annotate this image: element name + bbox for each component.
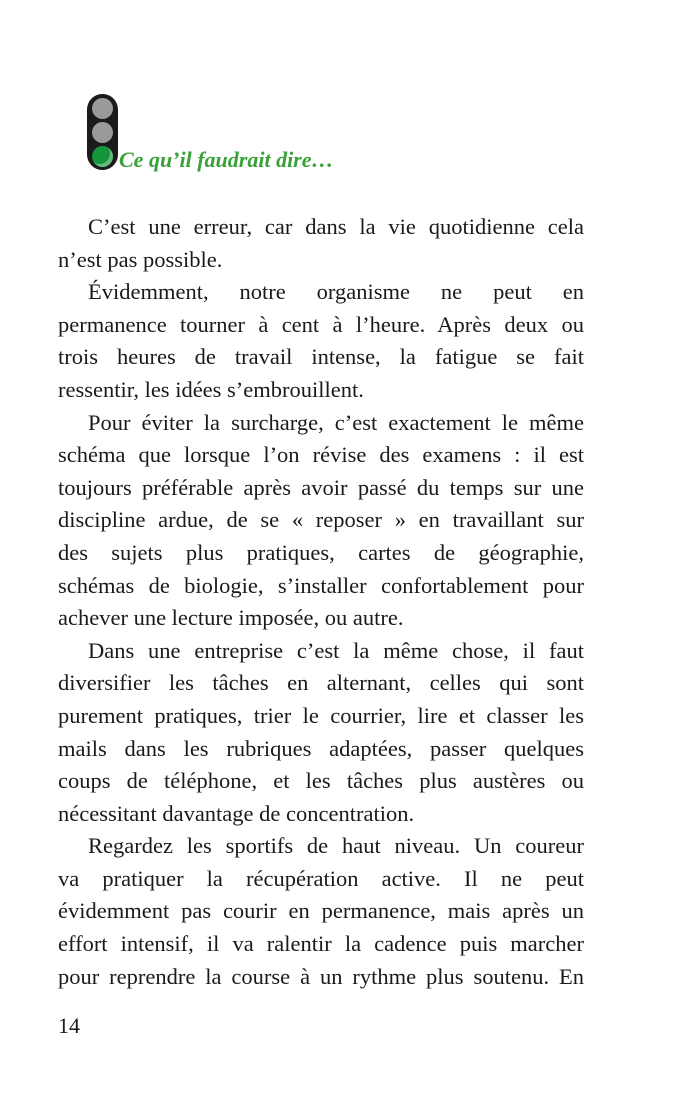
traffic-light-icon	[87, 94, 118, 170]
section-heading: Ce qu’il faudrait dire…	[119, 147, 334, 172]
gray-light-icon	[92, 98, 113, 119]
text-line: mails dans les rubriques adaptées, passer quelques	[58, 735, 584, 761]
green-light-icon	[92, 146, 113, 167]
paragraph	[58, 407, 584, 635]
text-line: Dans une entreprise c’est la même chose, il faut	[88, 637, 584, 663]
text-line: toujours préférable après avoir passé du temps sur une	[58, 474, 584, 500]
text-line: C’est une erreur, car dans la vie quotidienne cela	[88, 214, 584, 239]
text-line: nécessitant davantage de concentration.	[58, 800, 415, 826]
text-line: discipline ardue, de se « reposer » en travaillant sur	[58, 507, 584, 533]
page-number: 14	[58, 1013, 80, 1038]
text-line: diversifier les tâches en alternant, celles qui sont	[58, 670, 584, 696]
text-line: Pour éviter la surcharge, c’est exactement le même	[88, 409, 584, 435]
text-line: des sujets plus pratiques, cartes de géographie,	[58, 539, 584, 565]
text-line: pour reprendre la course à un rythme plus soutenu. En	[58, 963, 584, 989]
text-line: schéma que lorsque l’on révise des examens : il est	[58, 442, 584, 468]
gray-light-icon	[92, 122, 113, 143]
text-line: trois heures de travail intense, la fatigue se fait	[58, 344, 584, 370]
text-line: ressentir, les idées s’embrouillent.	[58, 376, 364, 402]
text-line: effort intensif, il va ralentir la cadence puis marcher	[58, 931, 584, 957]
paragraph	[58, 276, 584, 406]
text-line: n’est pas possible.	[58, 246, 223, 272]
paragraph	[58, 635, 584, 831]
text-line: Évidemment, notre organisme ne peut en	[88, 279, 584, 305]
text-line: évidemment pas courir en permanence, mais après un	[58, 898, 584, 924]
text-line: schémas de biologie, s’installer confortablement pour	[58, 572, 584, 598]
paragraph	[58, 211, 584, 276]
paragraph	[58, 830, 584, 993]
text-line: coups de téléphone, et les tâches plus austères ou	[58, 768, 584, 794]
body-text	[58, 211, 584, 993]
text-line: achever une lecture imposée, ou autre.	[58, 605, 404, 631]
text-line: Regardez les sportifs de haut niveau. Un coureur	[88, 833, 584, 859]
text-line: purement pratiques, trier le courrier, lire et classer les	[58, 702, 584, 728]
text-line: permanence tourner à cent à l’heure. Après deux ou	[58, 311, 584, 337]
text-line: va pratiquer la récupération active. Il ne peut	[58, 865, 584, 891]
